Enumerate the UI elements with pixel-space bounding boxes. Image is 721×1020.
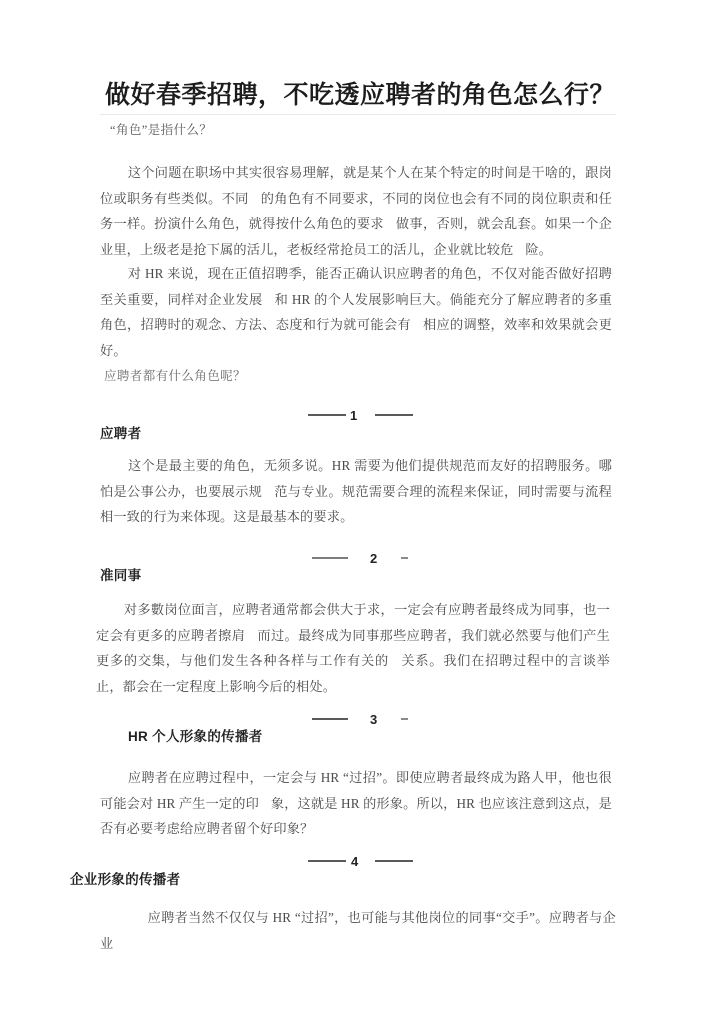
section-heading-1: 应聘者 [100,426,142,441]
section-heading-3: HR 个人形象的传播者 [128,729,263,744]
paragraph-text: 范与专业。规范需要合理的流程来保证，同时需要与流程相一致的行为来体现。这是最基本的要求。 [100,483,612,524]
paragraph-text: 做事，否则，就会乱套。如果一个企业里，上级老是抢下属的活儿，老板经常抢员工的活儿，企业就比较危 [100,216,612,257]
divider-rule-right [375,860,413,862]
paragraph-text: 相应的调整，效率和效果就会更好。 [100,317,612,358]
section-divider-3 [312,710,408,728]
paragraph-text: 应聘者当然不仅仅与 HR “过招”，也可能与其他岗位的同事“交手”。应聘者与企业 [100,910,616,951]
paragraph-section-1 [100,453,612,530]
paragraph-text: 应聘者在应聘过程中，一定会与 HR “过招”。即使应聘者最终成为路人甲，他也很可能会对 HR 产生一定的印 [100,770,612,811]
paragraph-text: 对多數岗位面言，应聘者通常都会供大于求，一定会有应聘者最终成为同事，也一定会有更多的应聘者擦肩 [96,602,610,643]
paragraph-text: 险。 [525,241,553,257]
divider-rule-right [401,557,408,559]
paragraph-section-4 [100,905,616,956]
divider-rule-right [375,414,413,416]
paragraph-text: 的角色有不同要求，不同的岗位也会有不同的岗位职责和任务一样。扮演什么角色，就得按什么角色的要求 [100,190,612,231]
section-divider-4 [308,852,413,870]
divider-rule-left [308,860,346,862]
paragraph-section-2 [96,597,610,699]
divider-rule-left [308,414,346,416]
paragraph-intro-2 [100,261,612,363]
paragraph-text: 象，这就是 HR 的形象。所以，HR 也应该注意到这点，是否有必要考虑给应聘者留个好印象？ [100,795,612,836]
paragraph-text: 对 HR 来说，现在正值招聘季，能否正确认识应聘者的角色，不仅对能否做好招聘至关重要，同样对企业发展 [100,266,612,307]
section-heading-2: 准同事 [100,568,142,583]
section-heading-4: 企业形象的传播者 [70,872,181,887]
mid-question: 应聘者都有什么角色呢？ [104,369,246,383]
section-divider-2 [312,549,408,567]
paragraph-text: 和 HR 的个人发展影响巨大。倘能充分了解应聘者的多重角色，招聘时的观念、方法、态度和行为就可能会有 [100,291,612,332]
paragraph-text: 这个是最主要的角色，无须多说。HR 需要为他们提供规范而友好的招聘服务。哪怕是公事公办，也要展示规 [100,458,612,499]
section-number: 4 [351,853,359,869]
section-number: 3 [370,711,378,727]
divider-rule-left [312,557,348,559]
section-number: 1 [350,407,358,423]
paragraph-text: 这个问题在职场中其实很容易理解，就是某个人在某个特定的时间是干啥的，跟岗位或职务有些类似。不同 [100,165,612,206]
divider-rule-right [401,718,408,720]
paragraph-text: 关系。我们在招聘过程中的言谈举止，都会在一定程度上影响今后的相处。 [96,653,610,694]
page-title: 做好春季招聘，不吃透应聘者的角色怎么行？ [104,81,615,109]
paragraph-intro-1 [100,160,612,262]
divider-rule-left [312,718,348,720]
paragraph-section-3 [100,765,612,842]
paragraph-text: 而过。最终成为同事那些应聘者，我们就必然要与他们产生更多的交集，与他们发生各种各样与工作有关的 [96,627,610,668]
section-number: 2 [370,550,378,566]
section-divider-1 [308,406,413,424]
lede-question: “角色”是指什么？ [110,123,213,137]
title-divider-rule [100,114,616,115]
